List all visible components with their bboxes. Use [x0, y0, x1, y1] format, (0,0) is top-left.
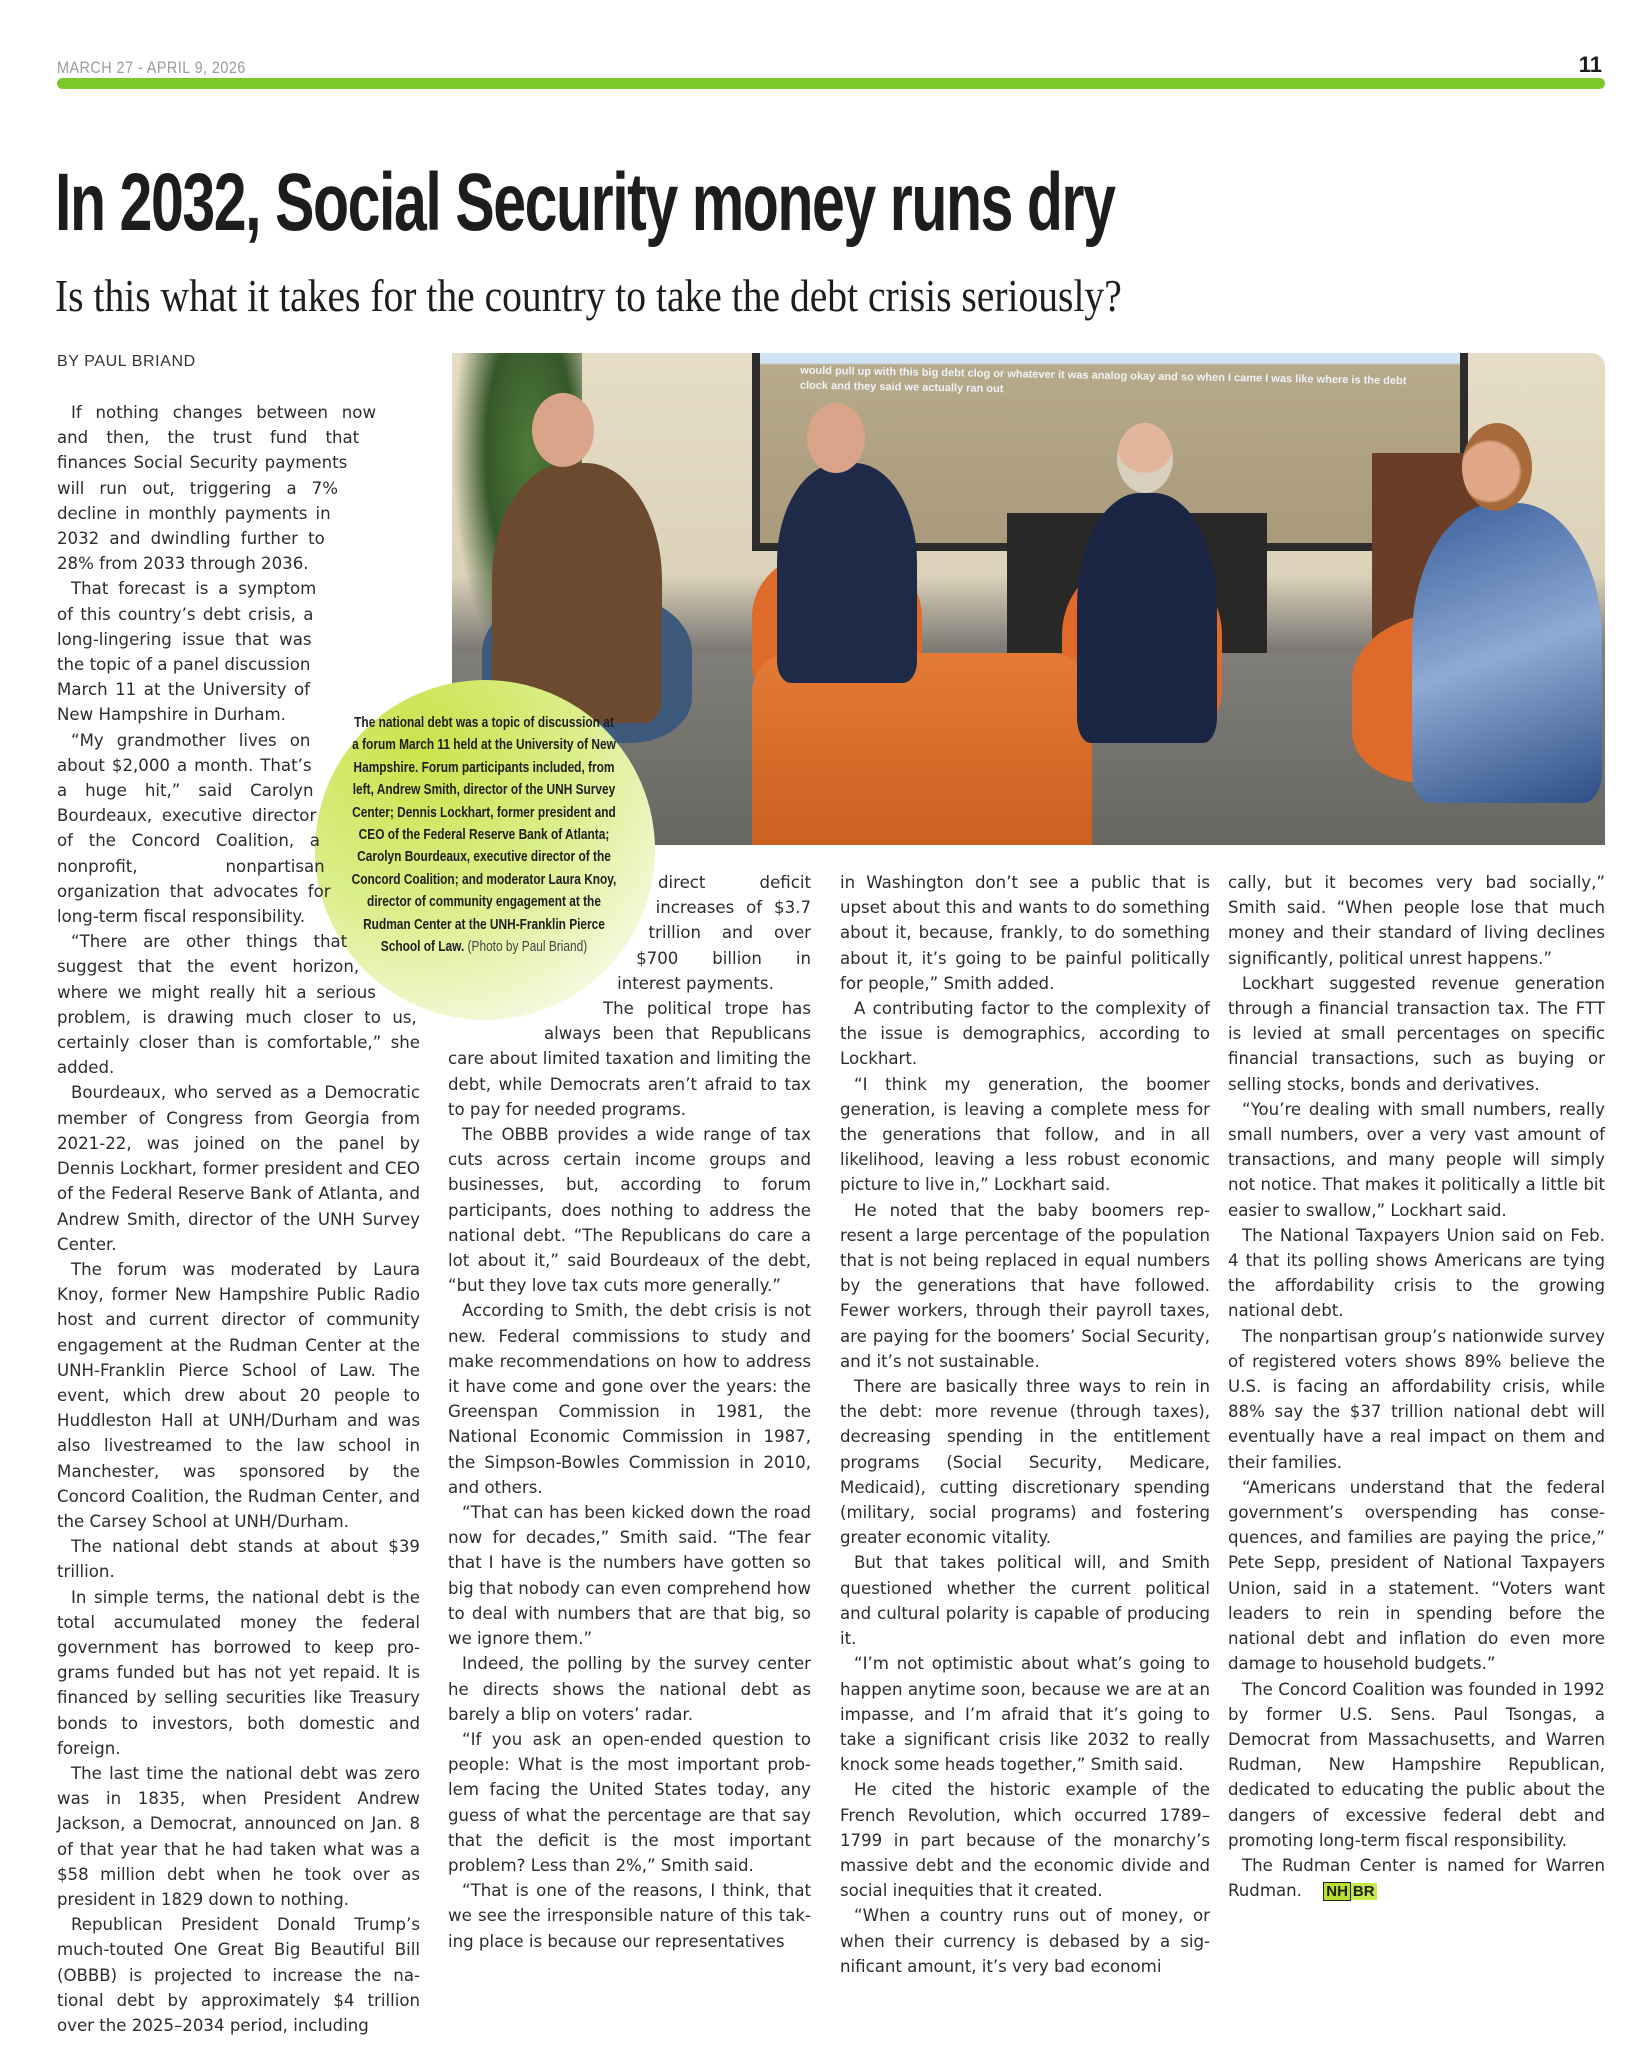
paragraph: The nonpartisan group’s nationwide survey of registered voters shows 89% believe the U.S. is facing an affordability crisis, while 88% say the $37 trillion national debt will eventually have a real impact on them and their families. [1228, 1326, 1605, 1472]
header-accent-rule [57, 78, 1605, 89]
paragraph [1228, 1853, 1605, 1903]
paragraph: Lockhart suggested revenue generation through a financial transaction tax. The FTT is levied at small percentages on specific financial transactions, such as buying or selling stocks, bonds and derivatives. [1228, 973, 1605, 1094]
panelist-smith-head [532, 393, 594, 467]
paragraph: He cited the historic example of the French Revolution, which occurred 1789–1799 in part because of the monarchy’s massive debt and the economic divide and social inequities that it created. [840, 1780, 1210, 1901]
paragraph: direct deficit increases of $3.7 trillion and over $700 billion in interest payments. [617, 873, 811, 993]
screen-caption-text: would pull up with this big debt clog or whatever it was analog okay and so when I came I was like where is the debt clock and they said we actually ran out [799, 364, 1407, 396]
paragraph: “That is one of the reasons, I think, that we see the irresponsible nature of this taking place is because our representatives [448, 1881, 811, 1951]
nhbr-end-mark-icon: NH BR [1307, 1883, 1378, 1901]
paragraph: There are basically three ways to rein in the debt: more revenue (through taxes), decreasing spending in the entitlement programs (Social Security, Medicare, Medicaid), cutting discretionary spending (military, social programs) and fostering greater economic vitality. [840, 1377, 1210, 1548]
paragraph: In simple terms, the national debt is the total accumulated money the federal government has borrowed to keep programs funded but has not yet repaid. It is financed by selling securities like Treasury bonds to investors, both domestic and foreign. [57, 1587, 420, 1758]
paragraph: “I’m not optimistic about what’s going to happen anytime soon, because we are at an impasse, and I’m afraid that it’s going to take a significant crisis like 2032 to really knock some heads together,” Smith said. [840, 1654, 1210, 1775]
panelist-lockhart-head [807, 403, 865, 473]
article-column-1 [57, 400, 420, 2038]
paragraph: The last time the national debt was zero was in 1835, when President Andrew Jackson, a Democrat, announced on Jan. 8 of that year that he had taken what was a $58 million debt when he took over as president in 1829 down to nothing. [57, 1763, 420, 1909]
paragraph: Republican President Donald Trump’s much-touted One Great Big Beautiful Bill (OBBB) is projected to increase the national debt by approximately $4 trillion over the 2025–2034 period, including [57, 1915, 420, 2035]
photo-caption-text: The national debt was a topic of discussion at a forum March 11 held at the University of New Hampshire. Forum participants included, from left, Andrew Smith, director of the UNH Survey Center; Dennis Lockhart, former president and CEO of the Federal Reserve Bank of Atlanta; Carolyn Bourdeaux, executive director of the Concord Coalition; and moderator Laura Knoy, director of community engagement at the Rudman Center at the UNH-Franklin Pierce School of Law. [351, 715, 617, 956]
paragraph: “If you ask an open-ended question to people: What is the most important problem facing the United States today, any guess of what the percentage are that say that the deficit is the most important problem? Less than 2%,” Smith said. [448, 1729, 811, 1875]
article-deck: Is this what it takes for the country to take the debt crisis seriously? [55, 270, 1122, 321]
paragraph: The National Taxpayers Union said on Feb. 4 that its polling shows Americans are tying the affordability crisis to the growing national debt. [1228, 1225, 1605, 1321]
paragraph: But that takes political will, and Smith questioned whether the current political and cultural polarity is capable of producing it. [840, 1553, 1210, 1649]
paragraph: The national debt stands at about $39 trillion. [57, 1537, 420, 1582]
panelist-lockhart [777, 463, 917, 683]
paragraph: “My grandmother lives on about $2,000 a month. That’s a huge hit,” said Carolyn Bourdeaux, executive director of the Concord Coalition, a nonprofit, nonpartisan organization that advocates for long-term fiscal responsibility. [57, 730, 331, 927]
paragraph: That forecast is a symptom of this country’s debt crisis, a long-lingering issue that was the topic of a panel discussion March 11 at the University of New Hampshire in Durham. [57, 579, 317, 725]
paragraph: He noted that the baby boomers represent a large percentage of the population that is not being replaced in equal numbers by the generations that have followed. Fewer workers, through their payroll taxes, are paying for the boomers’ Social Security, and it’s not sustainable. [840, 1200, 1210, 1371]
paragraph: “Americans understand that the federal government’s overspending has consequences, and families are paying the price,” Pete Sepp, president of National Taxpayers Union, said in a statement. “Voters want leaders to rein in spending before the national debt and inflation do even more damage to household budgets.” [1228, 1477, 1605, 1674]
panelist-bourdeaux-head [1117, 423, 1173, 493]
issue-date-range: MARCH 27 - APRIL 9, 2026 [57, 58, 246, 77]
paragraph: cally, but it becomes very bad socially,” Smith said. “When people lose that much money and their standard of living declines significantly, political unrest happens.” [1228, 873, 1605, 968]
photo-credit: (Photo by Paul Briand) [467, 939, 588, 956]
paragraph: According to Smith, the debt crisis is not new. Federal commissions to study and make recommendations on how to address it have come and gone over the years: the Greenspan Commission in 1981, the National Economic Commission in 1987, the Simpson-Bowles Commission in 2010, and others. [448, 1301, 811, 1497]
paragraph: in Washington don’t see a public that is upset about this and wants to do something about it, because, frankly, to do something about it, it’s going to be painful politically for people,” Smith added. [840, 873, 1210, 993]
paragraph: The OBBB provides a wide range of tax cuts across certain income groups and businesses, but, according to forum participants, does nothing to address the national debt. “The Republicans do care a lot about it,” said Bourdeaux of the debt, “but they love tax cuts more generally.” [448, 1125, 811, 1296]
paragraph: Indeed, the polling by the survey center he directs shows the national debt as barely a blip on voters’ radar. [448, 1654, 811, 1724]
panelist-bourdeaux [1077, 493, 1217, 743]
page-number: 11 [1578, 52, 1602, 77]
paragraph: “I think my generation, the boomer generation, is leaving a complete mess for the generations that follow, and in all likelihood, leaving a less robust economic picture to live in,” Lockhart said. [840, 1074, 1210, 1195]
article-column-3 [840, 870, 1210, 1979]
paragraph: “When a country runs out of money, or when their currency is debased by a significant amount, it’s very bad economi [840, 1906, 1210, 1976]
paragraph: The forum was moderated by Laura Knoy, former New Hampshire Public Radio host and current director of community engagement at the Rudman Center at the UNH-Franklin Pierce School of Law. The event, which drew about 20 people to Huddleston Hall at UNH/Durham and was also livestreamed to the law school in Manchester, was sponsored by the Concord Coalition, the Rudman Center, and the Carsey School at UNH/Durham. [57, 1259, 420, 1531]
paragraph: “You’re dealing with small numbers, really small numbers, over a very vast amount of transactions, and many people will simply not notice. That makes it politically a little bit easier to swallow,” Lockhart said. [1228, 1099, 1605, 1220]
paragraph: If nothing changes between now and then, the trust fund that finances Social Security payments will run out, triggering a 7% decline in monthly payments in 2032 and dwindling further to 28% from 2033 through 2036. [57, 403, 377, 574]
paragraph: “That can has been kicked down the road now for decades,” Smith said. “The fear that I have is the numbers have gotten so big that nobody can even comprehend how to deal with numbers that are that big, so we ignore them.” [448, 1503, 811, 1649]
paragraph: The Concord Coalition was founded in 1992 by former U.S. Sens. Paul Tsongas, a Democrat from Massachusetts, and Warren Rudman, New Hampshire Republican, dedicated to educating the public about the dangers of excessive federal debt and promoting long-term fiscal responsibility. [1228, 1679, 1605, 1850]
article-headline: In 2032, Social Security money runs dry [55, 157, 1115, 248]
final-paragraph-text: The Rudman Center is named for Warren Rudman. [1228, 1855, 1605, 1901]
byline: BY PAUL BRIAND [57, 353, 196, 370]
paragraph: A contributing factor to the complexity of the issue is demographics, according to Lockhart. [840, 999, 1210, 1069]
moderator-knoy [1412, 503, 1602, 803]
paragraph: Bourdeaux, who served as a Democratic member of Congress from Georgia from 2021-22, was joined on the panel by Dennis Lockhart, former president and CEO of the Federal Reserve Bank of Atlanta, and Andrew Smith, director of the UNH Survey Center. [57, 1083, 420, 1254]
article-column-2 [448, 870, 811, 1954]
article-column-4 [1228, 870, 1605, 1903]
moderator-knoy-head [1462, 423, 1532, 511]
paragraph: “There are other things that suggest that the event horizon, where we might really hit a serious problem, is drawing much closer to us, certainly closer than is comfortable,” she added. [57, 932, 420, 1078]
paragraph: The political trope has always been that Republicans care about limited taxation and limiting the debt, while Democrats aren’t afraid to tax to pay for needed programs. [448, 999, 811, 1119]
